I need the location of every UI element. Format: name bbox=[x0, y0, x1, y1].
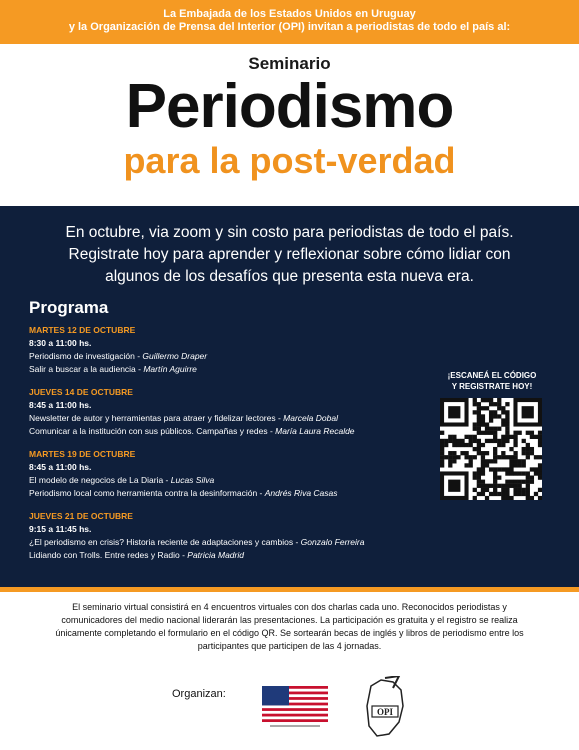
intro-line-2: Registrate hoy para aprender y reflexionar sobre cómo lidiar con bbox=[68, 246, 511, 263]
footer-line-1: El seminario virtual consistirá en 4 encuentros virtuales con dos charlas cada uno. Reconocidos periodistas y bbox=[72, 602, 507, 612]
session-time: 8:30 a 11:00 hs. bbox=[29, 338, 92, 348]
talk bbox=[29, 474, 429, 487]
session-date: MARTES 19 DE OCTUBRE bbox=[29, 449, 136, 459]
session-date: JUEVES 14 DE OCTUBRE bbox=[29, 387, 133, 397]
qr-caption-line-2: Y REGISTRATE HOY! bbox=[451, 382, 533, 391]
seminario-label: Seminario bbox=[248, 54, 331, 73]
session bbox=[29, 324, 429, 376]
talk-speaker: Guillermo Draper bbox=[142, 351, 208, 361]
session-time: 8:45 a 11:00 hs. bbox=[29, 462, 92, 472]
banner-line-2: y la Organización de Prensa del Interior (OPI) invitan a periodistas de todo el país al: bbox=[68, 21, 511, 33]
footer-line-4: participantes que participen de las 4 jornadas. bbox=[197, 641, 382, 651]
uruguay-map-icon bbox=[363, 676, 407, 742]
organizan-label: Organizan: bbox=[172, 688, 226, 700]
intro-text bbox=[20, 222, 559, 288]
talk-speaker: Marcela Dobal bbox=[283, 413, 338, 423]
session bbox=[29, 386, 429, 438]
orange-divider bbox=[0, 587, 579, 592]
footer-line-3: únicamente completando el formulario en el código QR. Se sortearán becas de inglés y libros de periodismo entre los bbox=[55, 628, 524, 638]
talk-title: El modelo de negocios de La Diaria - bbox=[29, 475, 171, 485]
talk-title: Salir a buscar a la audiencia - bbox=[29, 364, 144, 374]
programa-heading: Programa bbox=[29, 298, 109, 317]
us-embassy-logo bbox=[262, 686, 328, 735]
subtitle: para la post-verdad bbox=[123, 140, 456, 181]
talk bbox=[29, 487, 429, 500]
us-flag-icon bbox=[262, 686, 328, 730]
talk bbox=[29, 412, 429, 425]
talk bbox=[29, 363, 429, 376]
sessions-list bbox=[29, 324, 429, 572]
talk-title: Comunicar a la institución con sus públicos. Campañas y redes - bbox=[29, 426, 276, 436]
talk-speaker: María Laura Recalde bbox=[275, 426, 355, 436]
session-date: JUEVES 21 DE OCTUBRE bbox=[29, 511, 133, 521]
session bbox=[29, 448, 429, 500]
talk-speaker: Martín Aguirre bbox=[143, 364, 197, 374]
talk bbox=[29, 536, 429, 549]
intro-line-1: En octubre, via zoom y sin costo para periodistas de todo el país. bbox=[65, 224, 514, 241]
qr-code-graphic bbox=[440, 398, 542, 500]
intro-line-3: algunos de los desafíos que presenta esta nueva era. bbox=[105, 268, 474, 285]
svg-text:OPI: OPI bbox=[376, 707, 394, 717]
top-banner bbox=[0, 0, 579, 44]
session-date: MARTES 12 DE OCTUBRE bbox=[29, 325, 136, 335]
main-title: Periodismo bbox=[125, 72, 454, 141]
talk-speaker: Andrés Riva Casas bbox=[264, 488, 338, 498]
talk bbox=[29, 425, 429, 438]
qr-code-icon[interactable] bbox=[440, 398, 542, 500]
talk bbox=[29, 350, 429, 363]
banner-line-1: La Embajada de los Estados Unidos en Uruguay bbox=[163, 8, 416, 20]
talk-speaker: Gonzalo Ferreira bbox=[300, 537, 365, 547]
qr-caption bbox=[432, 370, 552, 392]
talk-speaker: Patricia Madrid bbox=[187, 550, 244, 560]
talk-title: Newsletter de autor y herramientas para atraer y fidelizar lectores - bbox=[29, 413, 284, 423]
session-time: 9:15 a 11:45 hs. bbox=[29, 524, 92, 534]
talk-title: Periodismo local como herramienta contra la desinformación - bbox=[29, 488, 265, 498]
talk-title: ¿El periodismo en crisis? Historia reciente de adaptaciones y cambios - bbox=[29, 537, 301, 547]
qr-caption-line-1: ¡ESCANEÁ EL CÓDIGO bbox=[447, 371, 537, 380]
footer-line-2: comunicadores del medio nacional liderarán las presentaciones. La participación es gratuita y el registro se realiza bbox=[61, 615, 518, 625]
footer-description bbox=[22, 601, 557, 653]
session bbox=[29, 510, 429, 562]
talk-speaker: Lucas Silva bbox=[170, 475, 215, 485]
session-time: 8:45 a 11:00 hs. bbox=[29, 400, 92, 410]
talk-title: Lidiando con Trolls. Entre redes y Radio - bbox=[29, 550, 188, 560]
program-panel bbox=[0, 206, 579, 587]
talk bbox=[29, 549, 429, 562]
title-header bbox=[0, 44, 579, 206]
talk-title: Periodismo de investigación - bbox=[29, 351, 143, 361]
opi-logo bbox=[363, 676, 407, 747]
